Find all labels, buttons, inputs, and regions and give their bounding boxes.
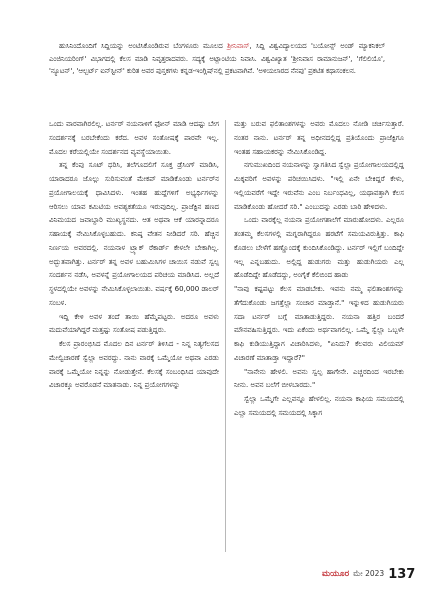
author-intro [49,40,385,78]
paragraph: ನಗುಮುಖದಿಂದ ನಯನಾಳನ್ನು ಸ್ವಾಗತಿಸಿದ ಸ್ವೆಲ್ಲಾ ಪ್ರಯೋಗಾಲಯದಲ್ಲಿದ್ದ ಮಿಕ್ಕವರಿಗೆ ಅವಳನ್ನು ಪರಿಚಯಿಸಿದಳು. "ಇಲ್ಲಿ ಏನೇ ಬೇಕಿದ್ದರೆ ಕೇಳು, ಇಲ್ಲಿಯವರೆಗೆ ಇದ್ದೇ ಇರುವೆನು ಎಂಬ ನಿರ್ಬಂಧವಿಲ್ಲ, ಯಥಾವತ್ತಾಗಿ ಕೆಲಸ ಮಾಡಿಕೊಂಡು ಹೋದರೆ ಸರಿ." ಎಂಬುದನ್ನು ಎರಡು ಬಾರಿ ಹೇಳಿದಳು. [234,161,404,211]
paragraph: "ನಾನೇನು ಹೇಳಲಿ. ಅವನು ಸ್ವಲ್ಪ ಹಾಗೇನೇ. ಎಚ್ಚರದಿಂದ ಇರಬೇಕು ನೀನು. ಅವನ ಬಲೆಗೆ ಬೀಳಬಾರದು." [234,367,404,390]
column-divider [225,120,226,552]
magazine-brand: ಮಯೂರ [322,569,350,579]
paragraph: ಒಂದು ವಾರವಾಗಿರಲಿಲ್ಲ. ಟರ್ನರ್ ನಯನಾಳಿಗೆ ಫೋನ್ ಮಾಡಿ ಆದಷ್ಟು ಬೇಗ ಸಂದರ್ಶನಕ್ಕೆ ಬರಬೇಕೆಂದು ಕರೆದ. ಅವಳ ಸಂತೋಷಕ್ಕೆ ಪಾರವೇ ಇಲ್ಲ. ಮೊದಲ ಕರೆಯಲ್ಲಿಯೇ ಸಂದರ್ಶನದ ವ್ಯವಸ್ಥೆಯಾಯಿತು. [49,120,219,156]
paragraph: ತನ್ನ ಕೆಂಪು ಸೂಟ್ ಧರಿಸಿ, ತಲೆಗೂದಲಿಗೆ ಸೂಕ್ತ ಡ್ರೆಸಿಂಗ್ ಮಾಡಿಸಿ, ಯಾರಾದರೂ ಜೊಲ್ಲು ಸುರಿಸುವಂತೆ ಮೇಕಪ್ ಮಾಡಿಕೊಂಡು ಟರ್ನರ್‌ನ ಪ್ರಯೋಗಾಲಯಕ್ಕೆ ಧಾವಿಸಿದಳು. ಇಂತಹ ಹುದ್ದೆಗಳಿಗೆ ಅಭ್ಯರ್ಥಿಗಳನ್ನು ಆರಿಸಲು ಯಾವ ಕಮಿಟಿಯ ಅವಶ್ಯಕತೆಯೂ ಇರುವುದಿಲ್ಲ. ಪ್ರಾಜೆಕ್ಟಿನ ಹಣದ ವಿನಿಮಯದ ಜವಾಬ್ದಾರಿ ಮುಖ್ಯಸ್ಥನದು. ಆತ ಅಥವಾ ಆಕೆ ಯಾರನ್ನಾದರೂ ಸಹಾಯಕ್ಕೆ ನೇಮಿಸಿಕೊಳ್ಳಬಹುದು. ಕನಿಷ್ಠ ವೇತನ ನೀಡಿದರೆ ಸರಿ. ಹೆಚ್ಚಿನ ನಿರ್ಣಯ ಅವರದಲ್ಲಿ. ನಯನಾಳ ಟ್ರ್ಯಾಕ್ ರೆಕಾರ್ಡ್ ಕೇಳಲೇ ಬೇಕಾಗಿಲ್ಲ. ಅದ್ಭುತವಾಗಿತ್ತು. ಟರ್ನರ್ ತನ್ನ ಅವಳ ಬಹುಮಿಸಿಗಳ ಚಾಯಿಸ ನಡುವೆ ಸ್ವಲ್ಪ ಸಂದರ್ಶನ ನಡೆಸಿ, ಅವಳನ್ನೆ ಪ್ರಯೋಗಾಲಯದ ಪರಿಚಯ ಮಾಡಿಸಿದ. ಅಲ್ಲದೆ ಸ್ಥಳದಲ್ಲಿಯೇ ಅವಳನ್ನು ನೇಮಿಸಿಕೊಳ್ಳಲಾಯಿತು. ವರ್ಷಕ್ಕೆ 60,000 ಡಾಲರ್ ಸಂಬಳ. [49,161,219,307]
paragraph: "ನಾವು ಕಷ್ಟಪಟ್ಟು ಕೆಲಸ ಮಾಡಬೇಕು. ಇವನು ನಮ್ಮ ಫಲಿತಾಂಶಗಳನ್ನು ತೆಗೆದುಕೊಂಡು ಜಗತ್ತೆಲ್ಲಾ ಸಂಚಾರ ಮಾಡ್ತಾನೆ." ಇನ್ನುಳಿದ ಹುಡುಗಿಯರು ಸದಾ ಟರ್ನರ್ ಬಗ್ಗೆ ಮಾತಾಡುತ್ತಿದ್ದರು. ನಯನಾ ಹತ್ತಿರ ಬಂದರೆ ಮೌನವಹಿಸುತ್ತಿದ್ದರು. ಇದು ಏಕೆಂದು ಅರ್ಥವಾಗಲಿಲ್ಲ. ಒಮ್ಮೆ ಸ್ವೆಲ್ಲಾ ಒಬ್ಬಳೇ ಕಾಫಿ ಕುಡಿಯುತ್ತಿದ್ದಾಗ ವಿಚಾರಿಸಿದಳು, "ಏನಿದು? ಕೆಲವರು ವಿಲಿಯಮ್ ವಿಚಾರಣೆ ಮಾತಾಡ್ತಾ ಇದ್ದಾರೆ?" [234,285,404,362]
paragraph: ಒಂದು ವಾರಕ್ಕೆಲ್ಲ ನಯನಾ ಪ್ರಯೋಗಶಾಲೆಗೆ ಮಾರುಹೋದಳು. ಎಲ್ಲರೂ ತಂತಮ್ಮ ಕೆಲಸಗಳಲ್ಲಿ ಮಗ್ನರಾಗಿದ್ದರೂ ಹರಟೆಗೆ ಸಮಯವಿರುತ್ತಿತ್ತು. ಕಾಫಿ ಕೊಡಲು ಬೇಳೆಗೆ ಹಣ್ಣೊಂದಕ್ಕೆ ಕುಂದಿಸಿಕೊಂಡಿದ್ದು. ಟರ್ನರ್ ಇಲ್ಲಿಗೆ ಬಂದಿದ್ದೇ ಇಲ್ಲ ಎನ್ನಬಹುದು. ಅಲ್ಲಿದ್ದ ಹುಡುಗರು ಮತ್ತು ಹುಡುಗಿಯರು ಎಲ್ಲ ಹೊಡೆದಿದ್ದೇ ಹೊಡೆದದ್ದು, ಅಂಗೈಕೆ ಕೆಲಿಬಿಂದ ಹಾಡು [234,216,404,280]
page-footer [322,566,415,582]
paragraph: ಸ್ವೆಲ್ಲಾ ಒಮ್ಮೆಗೇ ಎಲ್ಲವನ್ನೂ ಹೇಳಲಿಲ್ಲ. ನಯನಾ ಕಾಫಿಯ ಸಮಯದಲ್ಲಿ ಎಲ್ಲಾ ಸಮಯದಲ್ಲಿ ಸಮಯದಲ್ಲಿ ಸಿಕ್ಕಾಗ [234,395,404,417]
paragraph: ಕೆಲಸ ಪ್ರಾರಂಭಿಸಿದ ಮೊದಲ ದಿನ ಟರ್ನರ್ ತಿಳಿಸಿದ - ನಿನ್ನ ನಿತ್ಯಗೆಲಸದ ಮೇಲ್ವಿಚಾರಣೆ ಸ್ವೆಲ್ಲಾ ಅವರದ್ದು. ನಾನು ವಾರಕ್ಕೆ ಒಮ್ಮೆಯೋ ಅಥವಾ ಎರಡು ವಾರಕ್ಕೆ ಒಮ್ಮೆಯೋ ನಿನ್ನನ್ನು ನೋಡುತ್ತೇನೆ. ಕೆಲಸಕ್ಕೆ ಸಂಬಂಧಿಸಿದ ಯಾವುದೇ ವಿಚಾರಕ್ಕೂ ಅವರೊಡನೆ ಮಾತನಾಡು. ನಿನ್ನ ಪ್ರಯೋಗಗಳನ್ನು [49,340,219,390]
left-column [49,118,219,393]
intro-pre: ಹುಸಿನಿಂದೊಂದಿಗೆ ಸಿದ್ದಿಯನ್ನು ಅಂಟಿಸಿಕೊಂಡಿರುವ ಬೆಂಗಳೂರು ಮೂಲದ [59,42,228,50]
author-name: ಶ್ರೀನಿವಾಸ್ [227,42,250,50]
page-number: 137 [388,566,416,582]
intro-post: , ಸಿದ್ದಿ ವಿಶ್ವವಿದ್ಯಾಲಯದ 'ಬಯೋನ್ಸ್ ಅಂಡ್ ಮ್ಯಾಕನಿಕಲ್ ಎಂಜಿನಿಯರಿಂಗ್' ವಿಭಾಗದಲ್ಲಿ ಕೆಲಸ ಮಾಡಿ ನಿವೃತ್ತರಾದವರು. ಸದ್ಯಕ್ಕೆ ಅಟ್ಲಾಂಟಿಯ ನಿವಾಸಿ. ವಿಶ್ವವಿಖ್ಯಾತ 'ಶ್ರೀನಿವಾಸ ರಾಮಾನುಜನ್', 'ಗೆಲಿಲಿಯೊ', 'ನ್ಯೂಟನ್', 'ಆಲ್ಬರ್ಟ್ ಐನ್‌ಸ್ಟೀನ್' ಕುರಿತ ಅವರ ಪುಸ್ತಕಗಳು ಕನ್ನಡ-ಇಂಗ್ಲಿಷ್‌ನಲ್ಲಿ ಪ್ರಕಟವಾಗಿವೆ. 'ಅಳಿಯಲಾರದ ನೆನಪು' ಪ್ರಕಟಿತ ಕಥಾಸಂಕಲನ. [49,42,385,76]
paragraph: ಇದ್ದಿ ಕೇಳಿ ಅವಳ ತಂದೆ ತಾಯಿ ಹೆಮ್ಮೆಪಟ್ಟರು. ಅದರೂ ಅವಳು ಮದುವೆಯಾಗಿದ್ದರೆ ಮತ್ತಷ್ಟು ಸಂತೋಷ ಪಡುತ್ತಿದ್ದರು. [49,312,219,335]
right-column [234,118,404,421]
issue-date: ಮೇ 2023 [353,569,385,578]
paragraph: ಮತ್ತು ಬರುವ ಫಲಿತಾಂಶಗಳನ್ನು ಅವರು ಮೊದಲು ನೋಡಿ ಚರ್ಚಿಸುತ್ತಾರೆ. ನಂತರ ನಾನು. ಟರ್ನರ್ ತನ್ನ ಅಧೀನದಲ್ಲಿದ್ದ ಪ್ರತಿಯೊಂದು ಪ್ರಾಜೆಕ್ಟಿಗೂ ಇಂತಹ ಸಹಾಯಕರನ್ನು ನೇಮಿಸಿಕೊಂಡಿದ್ದ. [234,120,404,156]
